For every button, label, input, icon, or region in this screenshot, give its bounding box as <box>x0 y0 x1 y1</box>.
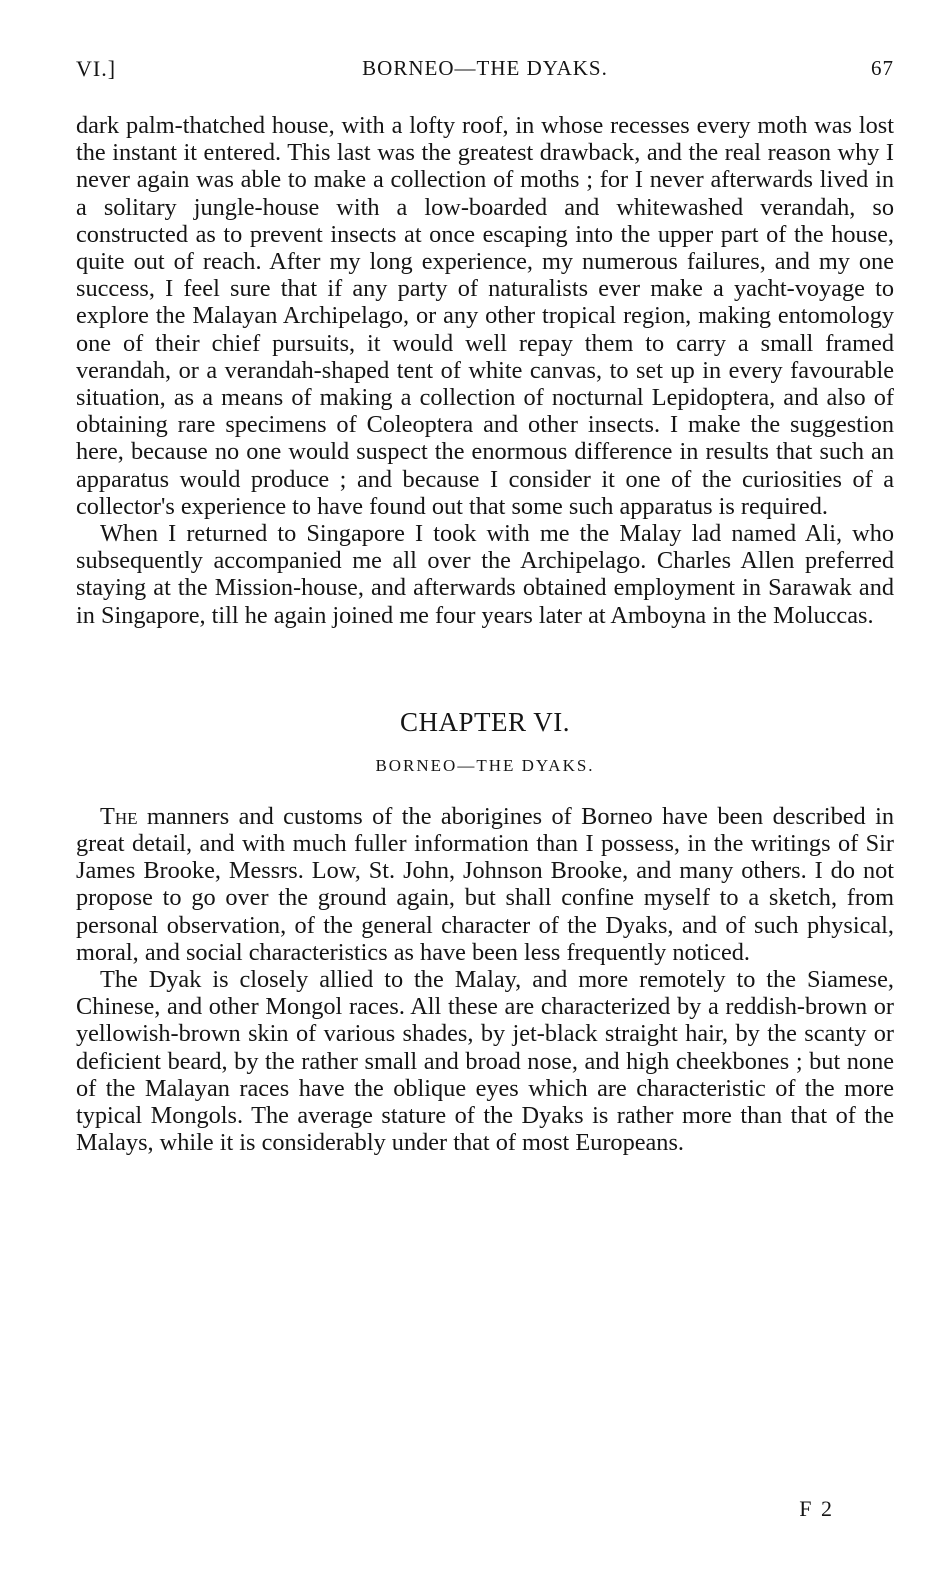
chapter-heading: CHAPTER VI. <box>399 706 571 737</box>
running-header <box>76 56 894 92</box>
running-title: BORNEO—THE DYAKS. <box>362 56 608 80</box>
paragraph <box>76 803 894 966</box>
page-number: 67 <box>871 56 894 80</box>
paragraph: The Dyak is closely allied to the Malay, and more remotely to the Siamese, Chinese, and other Mongol races. All these are characterized by a reddish-brown or yellowish-brown skin of various shades, by jet-black straight hair, by the scanty or deficient beard, by the rather small and broad nose, and high cheekbones ; but none of the Malayan races have the oblique eyes which are characteristic of the more typical Mongols. The average stature of the Dyaks is rather more than that of the Malays, while it is considerably under that of most Europeans. <box>76 966 894 1157</box>
paragraph-text: manners and customs of the aborigines of Borneo have been described in great detail, and with much fuller information than I possess, in the writings of Sir James Brooke, Messrs. Low, St. John, Johnson Brooke, and many others. I do not propose to go over the ground again, but shall confine myself to a sketch, from personal observation, of the general character of the Dyaks, and of such physical, moral, and social characteristics as have been less frequently noticed. <box>76 802 894 966</box>
section-marker: VI.] <box>76 56 117 81</box>
chapter-text <box>76 803 894 1157</box>
chapter-subtitle: BORNEO—THE DYAKS. <box>375 755 595 775</box>
signature-mark: F 2 <box>799 1496 834 1521</box>
opening-word: The <box>100 802 138 830</box>
paragraph: When I returned to Singapore I took with me the Malay lad named Ali, who subsequently accompanied me all over the Archipelago. Charles Allen preferred staying at the Mission-house, and afterwards obtained employment in Sarawak and in Singapore, till he again joined me four years later at Amboyna in the Moluccas. <box>76 520 894 629</box>
continuation-text <box>76 112 894 629</box>
paragraph: dark palm-thatched house, with a lofty roof, in whose recesses every moth was lost the instant it entered. This last was the greatest drawback, and the real reason why I never again was able to make a collection of moths ; for I never afterwards lived in a solitary jungle-house with a low-boarded and whitewashed verandah, so constructed as to prevent insects at once escaping into the upper part of the house, quite out of reach. After my long experience, my numerous failures, and my one success, I feel sure that if any party of naturalists ever make a yacht-voyage to explore the Malayan Archipelago, or any other tropical region, making entomology one of their chief pursuits, it would well repay them to carry a small framed verandah, or a verandah-shaped tent of white canvas, to set up in every favourable situation, as a means of making a collection of nocturnal Lepidoptera, and also of obtaining rare specimens of Coleoptera and other insects. I make the suggestion here, because no one would suspect the enormous difference in results that such an apparatus would produce ; and because I consider it one of the curiosities of a collector's experience to have found out that some such apparatus is required. <box>76 112 894 520</box>
